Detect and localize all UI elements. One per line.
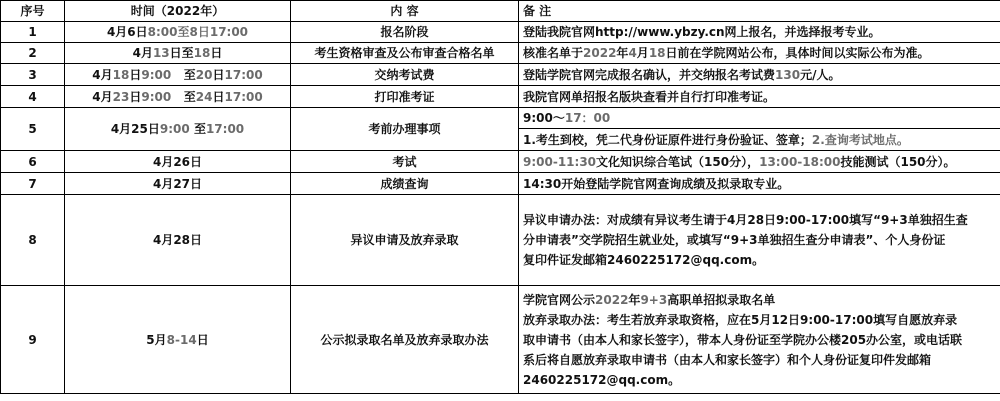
remark-cell: 9:00～17：00 bbox=[519, 108, 1000, 129]
time-cell: 4月27日 bbox=[65, 173, 291, 195]
seq-cell: 2 bbox=[1, 43, 65, 64]
table-row bbox=[1, 108, 1000, 129]
table-row bbox=[1, 286, 1000, 394]
content-cell: 成绩查询 bbox=[291, 173, 519, 195]
table-row bbox=[1, 64, 1000, 86]
content-cell: 异议申请及放弃录取 bbox=[291, 195, 519, 286]
header-row bbox=[1, 1, 1000, 22]
remark-cell: 1.考生到校，凭二代身份证原件进行身份验证、签章；2.查询考试地点。 bbox=[519, 129, 1000, 151]
time-cell: 4月6日8:00至8日17:00 bbox=[65, 22, 291, 43]
content-cell: 考生资格审查及公布审查合格名单 bbox=[291, 43, 519, 64]
content-cell: 交纳考试费 bbox=[291, 64, 519, 86]
content-cell: 考试 bbox=[291, 151, 519, 173]
header-time: 时间（2022年） bbox=[65, 1, 291, 22]
content-cell: 公示拟录取名单及放弃录取办法 bbox=[291, 286, 519, 394]
time-cell: 4月26日 bbox=[65, 151, 291, 173]
table-row bbox=[1, 43, 1000, 64]
remark-cell: 登陆我院官网http://www.ybzy.cn网上报名，并选择报考专业。 bbox=[519, 22, 1000, 43]
remark-cell: 我院官网单招报名版块查看并自行打印准考证。 bbox=[519, 86, 1000, 108]
content-cell: 考前办理事项 bbox=[291, 108, 519, 151]
header-remark: 备 注 bbox=[519, 1, 1000, 22]
seq-cell: 4 bbox=[1, 86, 65, 108]
content-cell: 报名阶段 bbox=[291, 22, 519, 43]
time-cell: 4月23日9:00 至24日17:00 bbox=[65, 86, 291, 108]
time-cell: 4月13日至18日 bbox=[65, 43, 291, 64]
time-cell: 4月28日 bbox=[65, 195, 291, 286]
table-row bbox=[1, 173, 1000, 195]
header-content: 内 容 bbox=[291, 1, 519, 22]
header-seq: 序号 bbox=[1, 1, 65, 22]
time-cell: 5月8-14日 bbox=[65, 286, 291, 394]
table-row bbox=[1, 151, 1000, 173]
remark-cell: 核准名单于2022年4月18日前在学院网站公布，具体时间以实际公布为准。 bbox=[519, 43, 1000, 64]
remark-cell: 14:30开始登陆学院官网查询成绩及拟录取专业。 bbox=[519, 173, 1000, 195]
time-cell: 4月25日9:00 至17:00 bbox=[65, 108, 291, 151]
seq-cell: 6 bbox=[1, 151, 65, 173]
table-row bbox=[1, 22, 1000, 43]
seq-cell: 3 bbox=[1, 64, 65, 86]
time-cell: 4月18日9:00 至20日17:00 bbox=[65, 64, 291, 86]
remark-cell: 9:00-11:30文化知识综合笔试（150分），13:00-18:00技能测试（150分）。 bbox=[519, 151, 1000, 173]
table-row bbox=[1, 86, 1000, 108]
table-row bbox=[1, 195, 1000, 286]
content-cell: 打印准考证 bbox=[291, 86, 519, 108]
seq-cell: 8 bbox=[1, 195, 65, 286]
seq-cell: 5 bbox=[1, 108, 65, 151]
seq-cell: 7 bbox=[1, 173, 65, 195]
remark-cell: 异议申请办法：对成绩有异议考生请于4月28日9:00-17:00填写“9+3单独招生查 分申请表”交学院招生就业处，或填写“9+3单独招生查分申请表”、个人身份证 复印件证发邮箱2460225172@qq.com。 bbox=[519, 195, 1000, 286]
seq-cell: 9 bbox=[1, 286, 65, 394]
remark-cell: 学院官网公示2022年9+3高职单招拟录取名单 放弃录取办法：考生若放弃录取资格，应在5月12日9:00-17:00填写自愿放弃录 取申请书（由本人和家长签字），带本人身份证至学院办公楼205办公室，或电话联 系后将自愿放弃录取申请书（由本人和家长签字）和个人身份证复印件发邮箱 2460225172@qq.com。 bbox=[519, 286, 1000, 394]
remark-cell: 登陆学院官网完成报名确认，并交纳报名考试费130元/人。 bbox=[519, 64, 1000, 86]
seq-cell: 1 bbox=[1, 22, 65, 43]
